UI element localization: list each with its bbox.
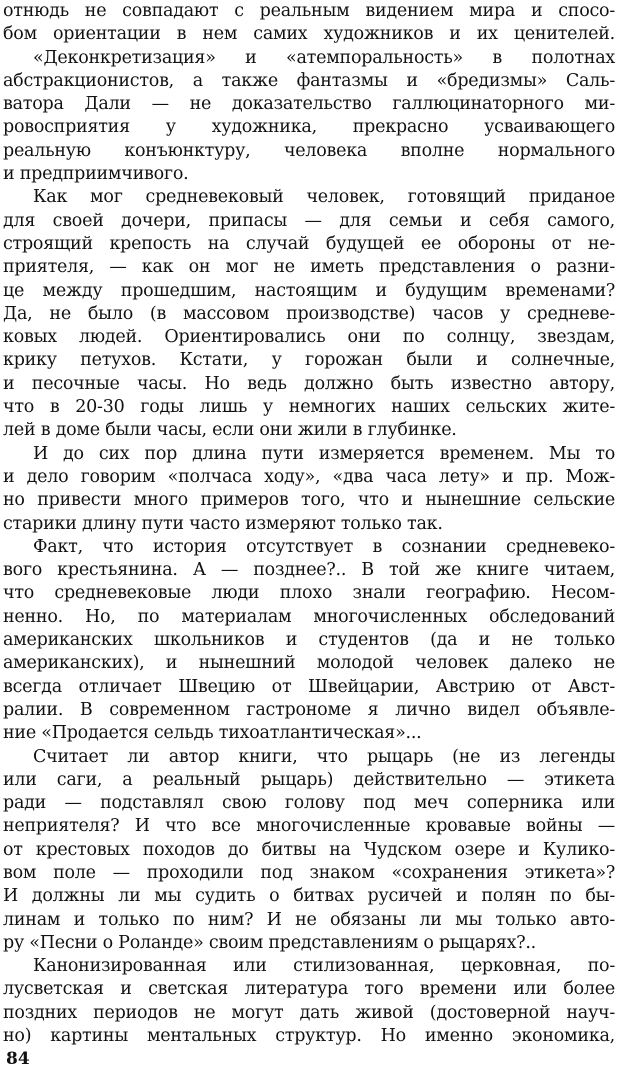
- text-line: ковых людей. Ориентировались они по солнцу, звездам,: [3, 327, 615, 348]
- text-line: что в 20-30 годы лишь у немногих наших сельских жите-: [3, 397, 615, 418]
- text-line: И до сих пор длина пути измеряется временем. Мы то: [33, 443, 615, 464]
- text-line: ватора Дали — не доказательство галлюцинаторного ми-: [3, 94, 615, 115]
- text-line: Как мог средневековый человек, готовящий приданое: [33, 187, 615, 208]
- text-line: всегда отличает Швецию от Швейцарии, Австрию от Авст-: [3, 676, 615, 697]
- text-line: и предприимчивого.: [3, 164, 189, 185]
- text-line: американских), и нынешний молодой человек далеко не: [3, 653, 615, 674]
- text-line: вого крестьянина. А — позднее?.. В той же книге читаем,: [3, 560, 615, 581]
- text-line: Факт, что история отсутствует в сознании средневеко-: [33, 536, 615, 557]
- text-line: лусветская и светская литература того времени или более: [3, 979, 615, 1000]
- text-line: це между прошедшим, настоящим и будущим временами?: [3, 280, 615, 301]
- text-line: строящий крепость на случай будущей ее обороны от не-: [3, 233, 615, 254]
- text-line: или саги, а реальный рыцарь) действительно — этикета: [3, 769, 615, 790]
- text-line: поздних периодов не могут дать живой (достоверной науч-: [3, 1002, 615, 1023]
- text-line: ние «Продается сельдь тихоатлантическая»...: [3, 723, 422, 744]
- text-line: вом поле — проходили под знаком «сохранения этикета»?: [3, 862, 615, 883]
- body-text: [3, 0, 615, 1048]
- text-line: приятеля, — как он мог не иметь представления о разни-: [3, 257, 615, 278]
- text-line: неприятеля? И что все многочисленные кровавые войны —: [3, 816, 615, 837]
- text-line: от крестовых походов до битвы на Чудском озере и Кулико-: [3, 839, 615, 860]
- text-line: ради — подставлял свою голову под меч соперника или: [3, 793, 615, 814]
- text-line: что средневековые люди плохо знали географию. Несом-: [3, 583, 615, 604]
- text-line: старики длину пути часто измеряют только так.: [3, 513, 443, 534]
- text-line: Да, не было (в массовом производстве) часов у средневе-: [3, 303, 615, 324]
- text-line: Считает ли автор книги, что рыцарь (не из легенды: [33, 746, 615, 767]
- text-line: «Деконкретизация» и «атемпоральность» в полотнах: [33, 47, 615, 68]
- text-line: Канонизированная или стилизованная, церковная, по-: [33, 956, 615, 977]
- text-line: абстракционистов, а также фантазмы и «бредизмы» Саль-: [3, 70, 615, 91]
- text-line: и дело говорим «полчаса ходу», «два часа лету» и пр. Мож-: [3, 466, 615, 487]
- text-line: ровосприятия у художника, прекрасно усваивающего: [3, 117, 615, 138]
- text-line: реальную конъюнктуру, человека вполне нормального: [3, 140, 615, 161]
- text-line: ненно. Но, по материалам многочисленных обследований: [3, 606, 615, 627]
- text-line: линам и только по ним? И не обязаны ли мы только авто-: [3, 909, 615, 930]
- text-line: но) картины ментальных структур. Но именно экономика,: [3, 1026, 615, 1047]
- text-line: американских школьников и студентов (да и не только: [3, 630, 615, 651]
- text-line: ру «Песни о Роланде» своим представлениям о рыцарях?..: [3, 932, 536, 953]
- text-line: бом ориентации в нем самих художников и их ценителей.: [3, 24, 615, 45]
- text-line: лей в доме были часы, если они жили в глубинке.: [3, 420, 457, 441]
- text-line: И должны ли мы судить о битвах русичей и полян по бы-: [3, 886, 615, 907]
- page-number: 84: [6, 1049, 30, 1069]
- text-line: и песочные часы. Но ведь должно быть известно автору,: [3, 373, 615, 394]
- text-line: отнюдь не совпадают с реальным видением мира и спосо-: [3, 1, 615, 21]
- text-line: для своей дочери, припасы — для семьи и себя самого,: [3, 210, 615, 231]
- text-line: ралии. В современном гастрономе я лично видел объявле-: [3, 699, 615, 720]
- text-line: но привести много примеров того, что и нынешние сельские: [3, 490, 615, 511]
- text-line: крику петухов. Кстати, у горожан были и солнечные,: [3, 350, 615, 371]
